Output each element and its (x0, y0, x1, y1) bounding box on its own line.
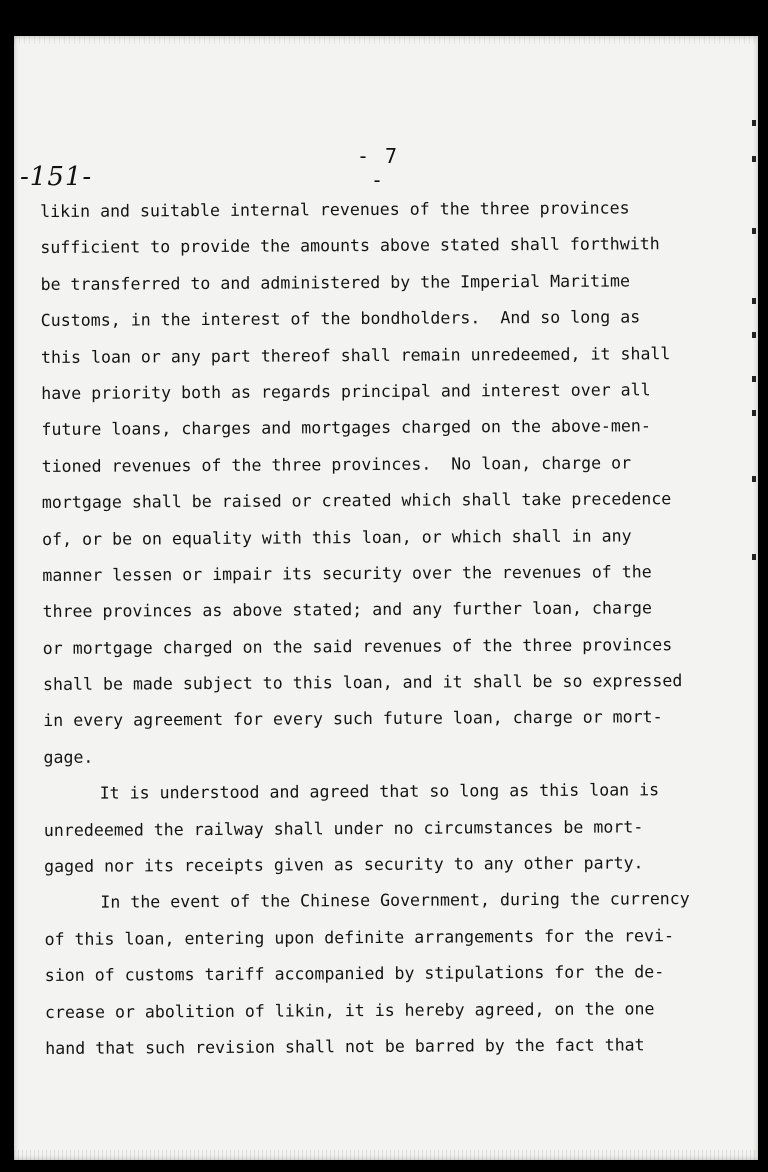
text-line: this loan or any part thereof shall remain unredeemed, it shall (40, 343, 671, 367)
document-body-text (40, 190, 745, 1068)
text-line: Customs, in the interest of the bondholders. And so long as (40, 307, 641, 331)
text-line: sion of customs tariff accompanied by stipulations for the de- (44, 962, 665, 986)
text-line: unredeemed the railway shall under no circumstances be mort- (43, 816, 644, 840)
text-line: crease or abolition of likin, it is hereby agreed, on the one (44, 998, 655, 1022)
text-line: be transferred to and administered by the Imperial Maritime (40, 271, 631, 294)
text-line: future loans, charges and mortgages charged on the above-men- (41, 416, 651, 440)
page-edge-marks (746, 76, 756, 556)
text-line: manner lessen or impair its security over the revenues of the (42, 562, 652, 585)
scan-noise-top (14, 36, 758, 44)
text-line: tioned revenues of the three provinces. No loan, charge or (41, 453, 632, 476)
text-line: gage. (43, 747, 94, 767)
text-line: have priority both as regards principal and interest over all (41, 380, 651, 403)
text-line: shall be made subject to this loan, and it shall be so expressed (42, 671, 683, 695)
text-line: or mortgage charged on the said revenues of the three provinces (42, 634, 673, 658)
text-line: hand that such revision shall not be barred by the fact that (45, 1035, 645, 1058)
page-number: - 7 - (356, 144, 400, 192)
text-line: mortgage shall be raised or created which shall take precedence (41, 489, 672, 513)
text-line: three provinces as above stated; and any further loan, charge (42, 598, 653, 622)
text-line: sufficient to provide the amounts above stated shall forthwith (40, 234, 660, 258)
paragraph-start-line: It is understood and agreed that so long as this loan is (99, 780, 660, 803)
text-line: in every agreement for every such future loan, charge or mort- (43, 707, 663, 731)
scan-noise-bottom (14, 1150, 758, 1160)
text-line: gaged nor its receipts given as security to any other party. (44, 853, 644, 877)
document-page (14, 36, 758, 1160)
paragraph-start-line: In the event of the Chinese Government, during the currency (100, 889, 690, 913)
text-line: of this loan, entering upon definite arrangements for the revi- (44, 925, 674, 949)
handwritten-folio-number: -151- (20, 162, 93, 192)
text-line: of, or be on equality with this loan, or which shall in any (42, 525, 632, 549)
text-line: likin and suitable internal revenues of the three provinces (40, 198, 630, 221)
